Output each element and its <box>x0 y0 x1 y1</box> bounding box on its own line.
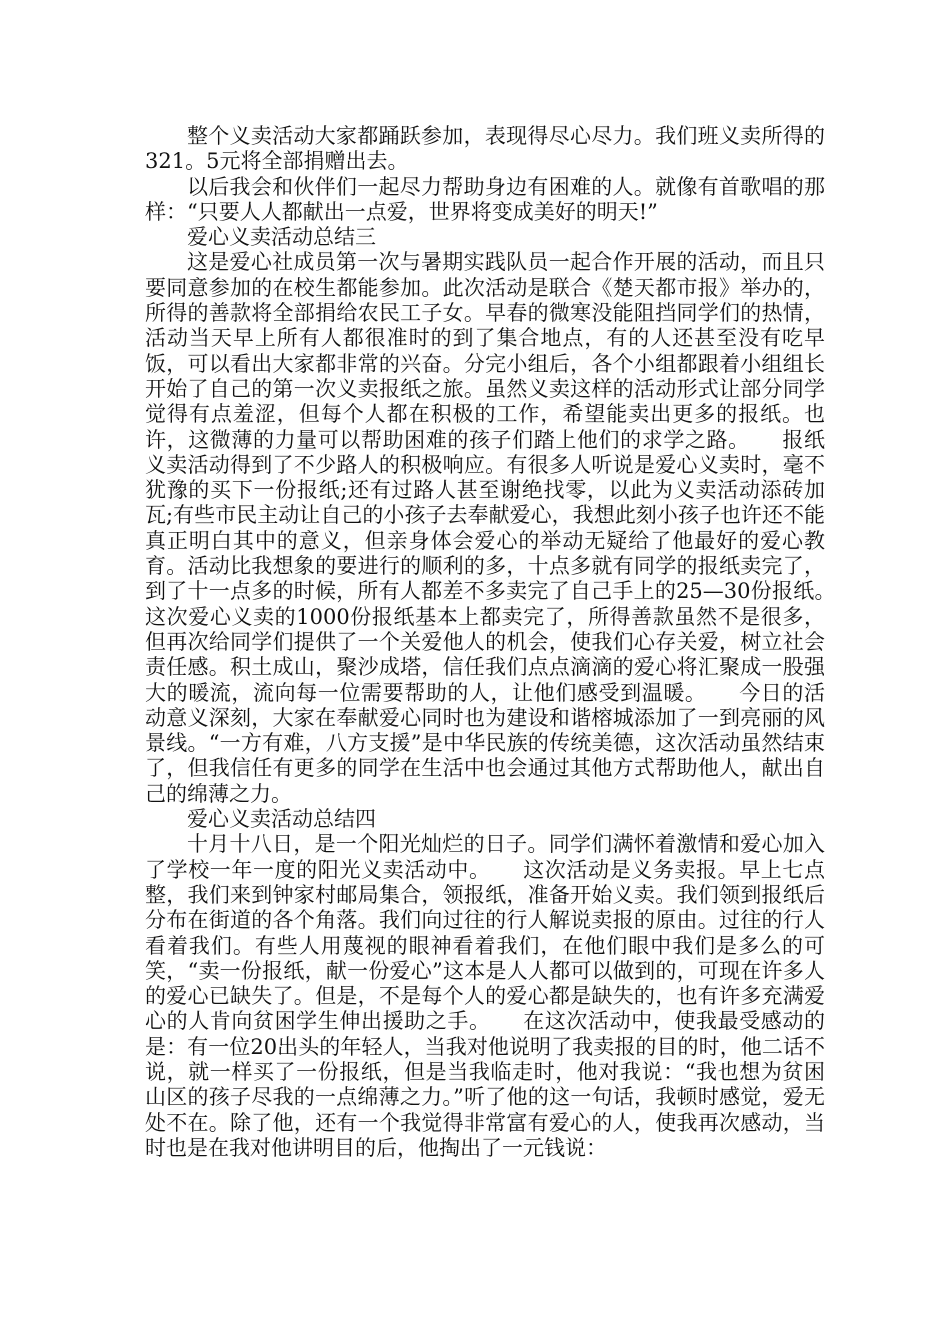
section-heading-4: 爱心义卖活动总结四 <box>187 807 376 832</box>
paragraph-1: 整个义卖活动大家都踊跃参加，表现得尽心尽力。我们班义卖所得的321。5元将全部捐赠出去。 <box>145 124 825 174</box>
section-heading-3: 爱心义卖活动总结三 <box>187 225 376 250</box>
document-body <box>145 124 867 1161</box>
paragraph-4: 十月十八日，是一个阳光灿烂的日子。同学们满怀着激情和爱心加入了学校一年一度的阳光义卖活动中。 这次活动是义务卖报。早上七点整，我们来到钟家村邮局集合，领报纸，准备开始义卖。我们领到报纸后分布在街道的各个角落。我们向过往的行人解说卖报的原由。过往的行人看着我们。有些人用蔑视的眼神看着我们，在他们眼中我们是多么的可笑，“卖一份报纸，献一份爱心”这本是人人都可以做到的，可现在许多人的爱心已缺失了。但是，不是每个人的爱心都是缺失的，也有许多充满爱心的人肯向贫困学生伸出援助之手。 在这次活动中，使我最受感动的是：有一位20出头的年轻人，当我对他说明了我卖报的目的时，他二话不说，就一样买了一份报纸，但是当我临走时，他对我说：“我也想为贫困山区的孩子尽我的一点绵薄之力。”听了他的这一句话，我顿时感觉，爱无处不在。除了他，还有一个我觉得非常富有爱心的人，使我再次感动，当时也是在我对他讲明目的后，他掏出了一元钱说： <box>145 832 825 1160</box>
paragraph-2: 以后我会和伙伴们一起尽力帮助身边有困难的人。就像有首歌唱的那样：“只要人人都献出一点爱，世界将变成美好的明天!” <box>145 174 825 224</box>
paragraph-3: 这是爱心社成员第一次与暑期实践队员一起合作开展的活动，而且只要同意参加的在校生都能参加。此次活动是联合《楚天都市报》举办的，所得的善款将全部捐给农民工子女。早春的微寒没能阻挡同学们的热情，活动当天早上所有人都很准时的到了集合地点，有的人还甚至没有吃早饭，可以看出大家都非常的兴奋。分完小组后，各个小组都跟着小组组长开始了自己的第一次义卖报纸之旅。虽然义卖这样的活动形式让部分同学觉得有点羞涩，但每个人都在积极的工作，希望能卖出更多的报纸。也许，这微薄的力量可以帮助困难的孩子们踏上他们的求学之路。 报纸义卖活动得到了不少路人的积极响应。有很多人听说是爱心义卖时，毫不犹豫的买下一份报纸;还有过路人甚至谢绝找零，以此为义卖活动添砖加瓦;有些市民主动让自己的小孩子去奉献爱心，我想此刻小孩子也许还不能真正明白其中的意义，但亲身体会爱心的举动无疑给了他最好的爱心教育。活动比我想象的要进行的顺利的多，十点多就有同学的报纸卖完了，到了十一点多的时候，所有人都差不多卖完了自己手上的25—30份报纸。 这次爱心义卖的1000份报纸基本上都卖完了，所得善款虽然不是很多，但再次给同学们提供了一个关爱他人的机会，使我们心存关爱，树立社会责任感。积土成山，聚沙成塔，信任我们点点滴滴的爱心将汇聚成一股强大的暖流，流向每一位需要帮助的人，让他们感受到温暖。 今日的活动意义深刻，大家在奉献爱心同时也为建设和谐榕城添加了一到亮丽的风景线。“一方有难，八方支援”是中华民族的传统美德，这次活动虽然结束了，但我信任有更多的同学在生活中也会通过其他方式帮助他人，献出自己的绵薄之力。 <box>145 250 867 806</box>
